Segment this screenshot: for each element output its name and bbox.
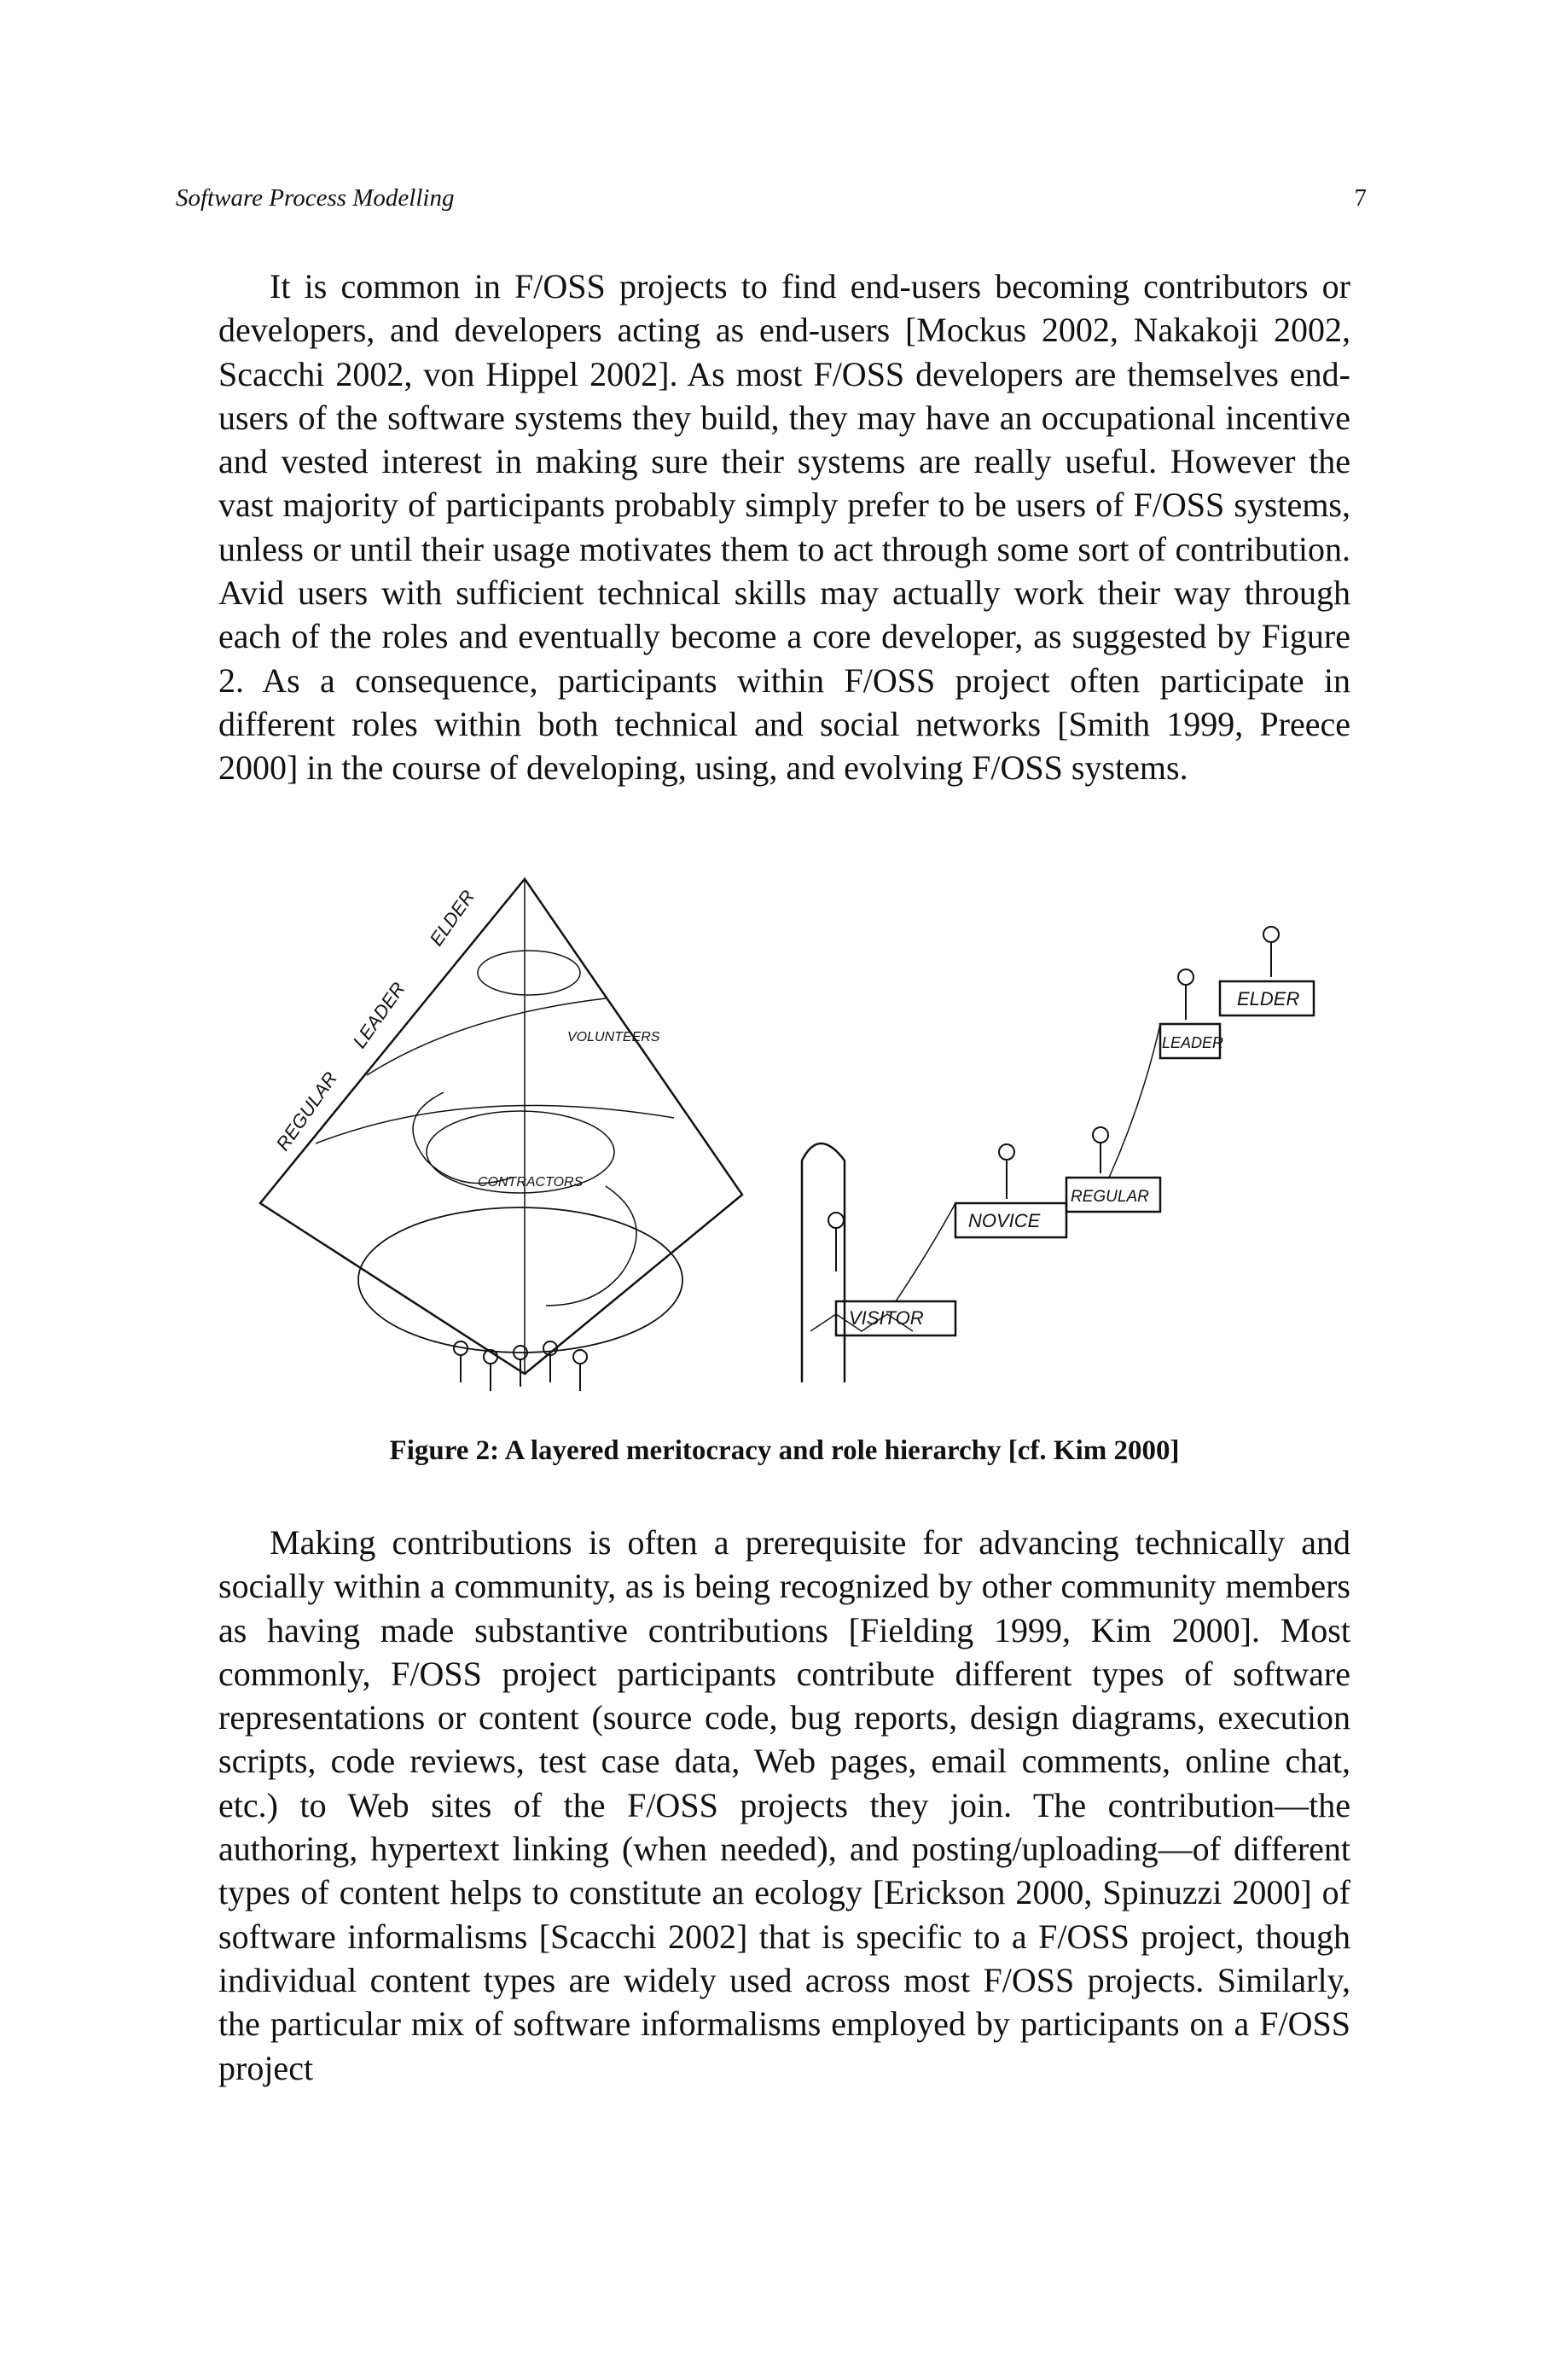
body-paragraph-1: It is common in F/OSS projects to find end-users becoming contributors or developers, and developers acting as end-users [Mockus 2002, Nakakoji 2002, Scacchi 2002, von Hippel 2002]. As most F/OSS developers are themselves end-users of the software systems they build, they may have an occupational incentive and vested interest in making sure their systems are really useful. However the vast majority of participants probably simply prefer to be users of F/OSS systems, unless or until their usage motivates them to act through some sort of contribution. Avid users with sufficient technical skills may actually work their way through each of the roles and eventually become a core developer, as suggested by Figure 2. As a consequence, participants within F/OSS project often participate in different roles within both technical and social networks [Smith 1999, Preece 2000] in the course of developing, using, and evolving F/OSS systems. [218, 267, 1350, 788]
figure-illustration [247, 870, 1322, 1417]
pyramid-illustration [260, 879, 742, 1374]
step-label-leader: LEADER [1162, 1034, 1224, 1051]
pyramid-label-leader: LEADER [348, 978, 409, 1052]
figure-caption: Figure 2: A layered meritocracy and role hierarchy [cf. Kim 2000] [389, 1435, 1180, 1466]
body-paragraph-2: Making contributions is often a prerequisite for advancing technically and socially within a community, as is being recognized by other community members as having made substantive contributions [Fielding 1999, Kim 2000]. Most commonly, F/OSS project participants contribute different types of software representations or content (source code, bug reports, design diagrams, execution scripts, code reviews, test case data, Web pages, email comments, online chat, etc.) to Web sites of the F/OSS projects they join. The contribution—the authoring, hypertext linking (when needed), and posting/uploading—of different types of content helps to constitute an ecology [Erickson 2000, Spinuzzi 2000] of software informalisms [Scacchi 2002] that is specific to a F/OSS project, though individual content types are widely used across most F/OSS projects. Similarly, the particular mix of software informalisms employed by participants on a F/OSS project [218, 1523, 1350, 2087]
pyramid-label-regular: REGULAR [271, 1068, 342, 1155]
step-label-novice: NOVICE [968, 1210, 1041, 1231]
step-label-elder: ELDER [1237, 988, 1300, 1009]
running-title: Software Process Modelling [176, 184, 455, 212]
figure-2 [247, 870, 1322, 1417]
running-head [176, 184, 1367, 218]
doorway [802, 1143, 845, 1382]
pyramid-label-volunteers: VOLUNTEERS [567, 1030, 660, 1044]
step-label-visitor: VISITOR [849, 1307, 924, 1329]
pyramid-outline [260, 879, 742, 1374]
step-label-regular: REGULAR [1071, 1188, 1149, 1206]
pyramid-label-contractors: CONTRACTORS [478, 1175, 584, 1190]
page-number: 7 [1354, 184, 1367, 212]
pyramid-label-elder: ELDER [425, 886, 479, 950]
